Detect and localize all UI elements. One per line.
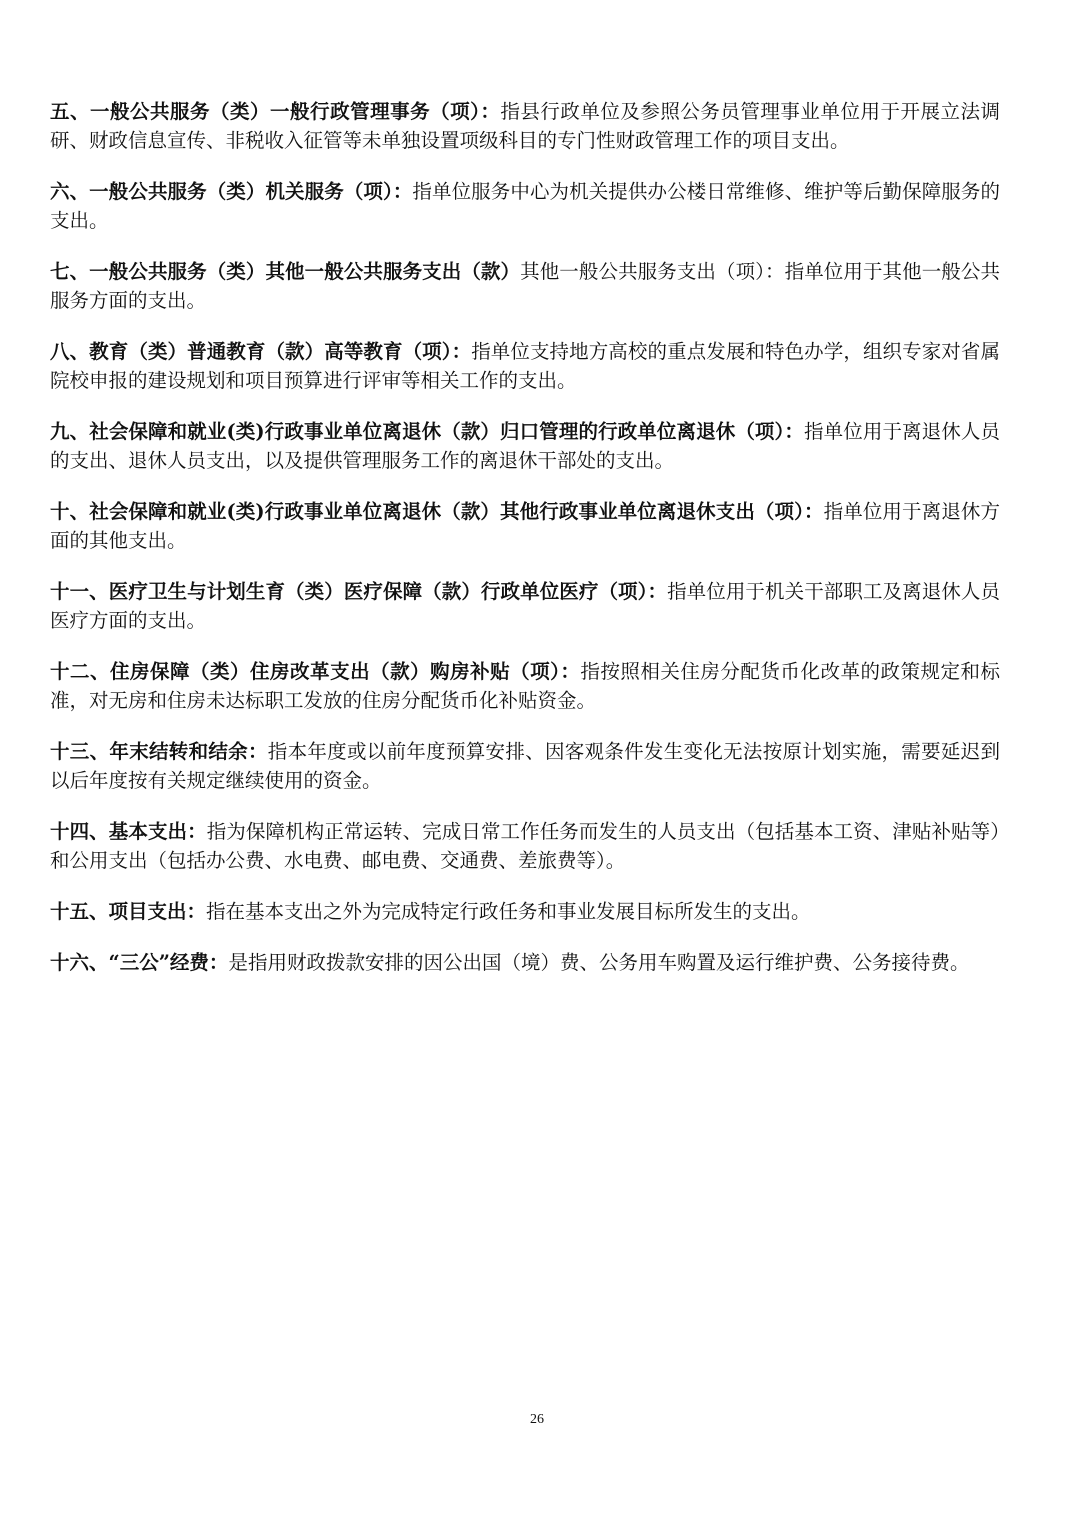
entry-definition: 指单位用于机关干部职工及离退休人员医疗方面的支出。 <box>50 580 1000 632</box>
entry-term: 十二、住房保障（类）住房改革支出（款）购房补贴（项）： <box>50 660 581 683</box>
entry-6 <box>50 177 1000 235</box>
entry-15 <box>50 897 1000 926</box>
document-body <box>50 97 1000 999</box>
entry-12 <box>50 657 1000 715</box>
entry-term: 十、社会保障和就业(类)行政事业单位离退休（款）其他行政事业单位离退休支出（项）： <box>50 500 824 523</box>
entry-definition: 指本年度或以前年度预算安排、因客观条件发生变化无法按原计划实施，需要延迟到以后年度按有关规定继续使用的资金。 <box>50 740 1000 792</box>
entry-definition: 指单位支持地方高校的重点发展和特色办学，组织专家对省属院校申报的建设规划和项目预算进行评审等相关工作的支出。 <box>50 340 1000 392</box>
entry-8 <box>50 337 1000 395</box>
entry-definition: 指单位用于离退休方面的其他支出。 <box>50 500 1000 552</box>
entry-definition: 是指用财政拨款安排的因公出国（境）费、公务用车购置及运行维护费、公务接待费。 <box>228 951 970 974</box>
entry-definition: 指在基本支出之外为完成特定行政任务和事业发展目标所发生的支出。 <box>206 900 811 923</box>
page-number: 26 <box>530 1412 544 1427</box>
entry-11 <box>50 577 1000 635</box>
entry-term: 九、社会保障和就业(类)行政事业单位离退休（款）归口管理的行政单位离退休（项）： <box>50 420 805 443</box>
entry-term: 八、教育（类）普通教育（款）高等教育（项）： <box>50 340 472 363</box>
entry-definition: 指县行政单位及参照公务员管理事业单位用于开展立法调研、财政信息宣传、非税收入征管等未单独设置项级科目的专门性财政管理工作的项目支出。 <box>50 100 1000 152</box>
entry-16 <box>50 948 1000 977</box>
entry-10 <box>50 497 1000 555</box>
entry-term: 十五、项目支出： <box>50 900 207 923</box>
entry-5 <box>50 97 1000 155</box>
entry-term: 十四、基本支出： <box>50 820 207 843</box>
entry-definition: 指为保障机构正常运转、完成日常工作任务而发生的人员支出（包括基本工资、津贴补贴等）和公用支出（包括办公费、水电费、邮电费、交通费、差旅费等）。 <box>50 820 1000 872</box>
entry-definition: 指单位服务中心为机关提供办公楼日常维修、维护等后勤保障服务的支出。 <box>50 180 1000 232</box>
entry-term: 五、一般公共服务（类）一般行政管理事务（项）： <box>50 100 501 123</box>
entry-13 <box>50 737 1000 795</box>
entry-term: 十一、医疗卫生与计划生育（类）医疗保障（款）行政单位医疗（项）： <box>50 580 668 603</box>
entry-14 <box>50 817 1000 875</box>
entry-definition: 指单位用于离退休人员的支出、退休人员支出，以及提供管理服务工作的离退休干部处的支出。 <box>50 420 1000 472</box>
entry-term: 十六、“三公”经费： <box>50 951 229 974</box>
entry-7 <box>50 257 1000 315</box>
entry-term: 七、一般公共服务（类）其他一般公共服务支出（款） <box>50 260 521 283</box>
entry-definition: 指按照相关住房分配货币化改革的政策规定和标准，对无房和住房未达标职工发放的住房分配货币化补贴资金。 <box>50 660 1000 712</box>
entry-9 <box>50 417 1000 475</box>
entry-definition: 其他一般公共服务支出（项）：指单位用于其他一般公共服务方面的支出。 <box>50 260 1000 312</box>
entry-term: 六、一般公共服务（类）机关服务（项）： <box>50 180 413 203</box>
entry-term: 十三、年末结转和结余： <box>50 740 268 763</box>
